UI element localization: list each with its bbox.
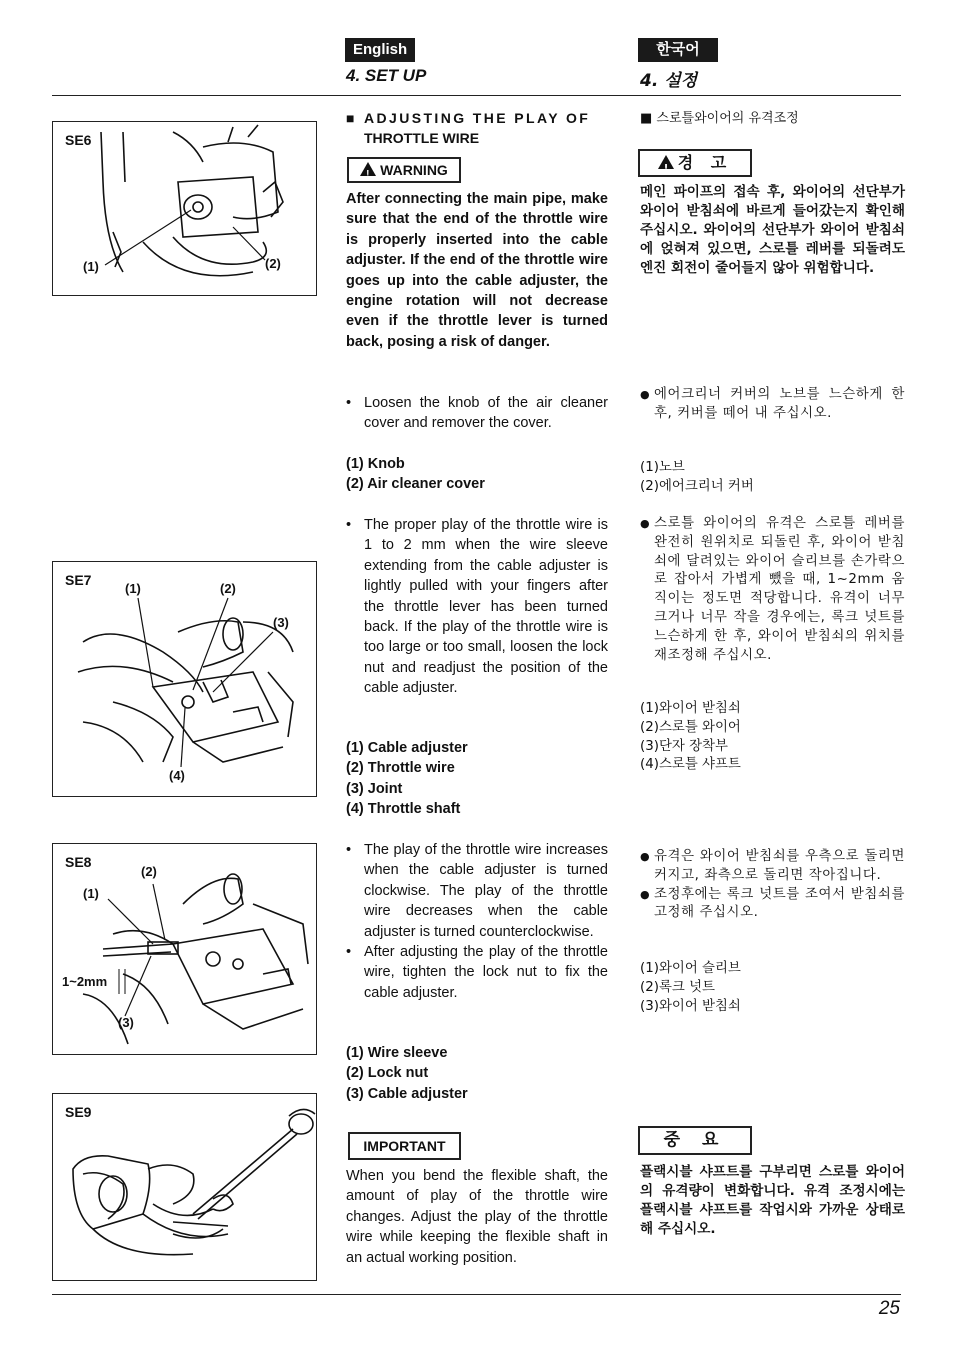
figure-callout: 1~2mm (62, 974, 108, 989)
part-label: (1) Cable adjuster (346, 740, 468, 756)
figure-callout: (1) (83, 259, 99, 274)
part-label: (4)스로틀 샤프트 (640, 757, 741, 773)
figure-se8 (52, 843, 317, 1055)
figure-label: SE6 (65, 132, 92, 148)
part-label: (2) Throttle wire (346, 760, 455, 777)
footer-rule (52, 1294, 901, 1295)
brushcutter-illustration (53, 1094, 316, 1280)
section-title-english: 4. SET UP (346, 66, 427, 85)
part-label: (2) Air cleaner cover (346, 476, 485, 493)
part-label: (2)에어크리너 커버 (640, 478, 754, 494)
important-box-korean: 중 요 (638, 1126, 752, 1155)
korean-parts-list-2 (640, 700, 905, 775)
warning-text-english: After connecting the main pipe, make sure that the end of the throttle wire is properly inserted into the cable adjuster. If the end of the throttle wire goes up into the cable adjuster, the engine rotation will not decrease even if the throttle lever is turned back, posing a risk of danger. (346, 191, 608, 350)
figure-callout: (2) (265, 256, 281, 271)
figure-label: SE7 (65, 572, 92, 588)
warning-box-english (347, 157, 461, 183)
important-box-english: IMPORTANT (348, 1132, 461, 1160)
parts-list-3 (346, 1043, 608, 1104)
english-heading (346, 108, 608, 148)
korean-step-3 (640, 848, 905, 923)
english-step-1 (346, 393, 608, 434)
warning-triangle-icon (658, 155, 674, 169)
figure-label: SE8 (65, 854, 92, 870)
warning-triangle-icon (360, 162, 376, 176)
important-text-english: When you bend the flexible shaft, the amount of play of the throttle wire changes. Adjust the play of the throttle wire while keeping the flexible shaft in an actual working position. (346, 1168, 608, 1266)
figure-se7 (52, 561, 317, 797)
figure-callout: (1) (125, 581, 141, 596)
figure-callout: (4) (169, 768, 185, 783)
part-label: (3)와이어 받침쇠 (640, 998, 741, 1014)
heading-line: ADJUSTING THE PLAY OF (364, 110, 591, 126)
korean-parts-list-3 (640, 960, 905, 1016)
bullet-text: ● 에어크리너 커버의 노브를 느슨하게 한 후, 커버를 떼어 내 주십시오. (640, 386, 905, 424)
korean-step-2 (640, 515, 905, 665)
part-label: (1) Knob (346, 456, 405, 472)
part-label: (1) Wire sleeve (346, 1045, 448, 1061)
figure-label: SE9 (65, 1104, 92, 1120)
bullet-text: ● 조정후에는 록크 넛트를 조여서 받침쇠를 고정해 주십시오. (640, 886, 905, 924)
important-text-korean: 플랙시블 샤프트를 구부리면 스로틀 와이어의 유격량이 변화합니다. 유격 조정시에는 플랙시블 샤프트를 작업시와 가까운 상태로 해 주십시오. (640, 1164, 905, 1237)
bullet-text: ● 스로틀 와이어의 유격은 스로틀 레버를 완전히 원위치로 되돌린 후, 와이어 받침쇠에 달려있는 와이어 슬리브를 손가락으로 잡아서 가볍게 뺐을 때, 1~2mm 움직이는 정도면 적당합니다. 유격이 너무 크거나 너무 작을 경우에는, 록크 넛트를 느슨하게 한 후, 와이어 받침쇠의 위치를 재조정해 주십시오. (640, 515, 905, 665)
bullet-text: • The proper play of the throttle wire is 1 to 2 mm when the wire sleeve extending from the cable adjuster is lightly pulled with your fingers after the throttle lever has been turned back. If the play of the throttle wire is too large or too small, loosen the lock nut and readjust the position of the cable adjuster. (346, 515, 608, 699)
part-label: (3) Joint (346, 780, 403, 797)
part-label: (1)노브 (640, 460, 685, 475)
part-label: (2)록크 넛트 (640, 979, 715, 995)
warning-label: 경 고 (677, 153, 733, 172)
korean-heading: ■ 스로틀와이어의 유격조정 (640, 111, 799, 126)
figure-callout: (3) (118, 1015, 134, 1030)
korean-step-1 (640, 386, 905, 424)
bullet-text: • Loosen the knob of the air cleaner cover and remover the cover. (346, 393, 608, 434)
warning-text-korean: 메인 파이프의 접속 후, 와이어의 선단부가 와이어 받침쇠에 바르게 들어갔는지 확인해 주십시오. 와이어의 선단부가 와이어 받침쇠에 얹혀져 있으면, 스로틀 레버를 되돌려도 엔진 회전이 줄어들지 않아 위험합니다. (640, 184, 905, 276)
parts-list-2 (346, 738, 608, 820)
figure-callout: (1) (83, 886, 99, 901)
part-label: (2)스로틀 와이어 (640, 719, 741, 735)
part-label: (4) Throttle shaft (346, 801, 461, 818)
parts-list-1 (346, 454, 608, 495)
language-tag-korean: 한국어 (638, 38, 718, 62)
heading-line: THROTTLE WIRE (364, 130, 480, 146)
page-number: 25 (878, 1298, 900, 1319)
language-tag-english: English (345, 38, 415, 62)
figure-se9 (52, 1093, 317, 1281)
warning-box-korean (638, 149, 752, 177)
english-step-2 (346, 515, 608, 699)
header-rule (52, 95, 901, 96)
figure-callout: (2) (141, 864, 157, 879)
section-title-korean: 4. 설정 (640, 71, 698, 91)
english-step-3 (346, 840, 608, 1003)
korean-parts-list-1 (640, 459, 905, 497)
wire-sleeve-illustration (53, 844, 316, 1054)
figure-callout: (3) (273, 615, 289, 630)
square-bullet-icon: ■ (346, 110, 355, 126)
figure-se6 (52, 121, 317, 296)
part-label: (3)단자 장착부 (640, 738, 728, 754)
bullet-text: • After adjusting the play of the throttle wire, tighten the lock nut to fix the cable adjuster. (346, 942, 608, 1003)
bullet-text: ● 유격은 와이어 받침쇠를 우측으로 돌리면 커지고, 좌측으로 돌리면 작아집니다. (640, 848, 905, 886)
part-label: (1)와이어 슬리브 (640, 961, 741, 976)
part-label: (1)와이어 받침쇠 (640, 701, 741, 716)
cable-adjuster-illustration (53, 562, 316, 796)
part-label: (3) Cable adjuster (346, 1085, 468, 1102)
figure-callout: (2) (220, 581, 236, 596)
part-label: (2) Lock nut (346, 1065, 429, 1082)
warning-label: WARNING (380, 162, 448, 178)
bullet-text: • The play of the throttle wire increases when the cable adjuster is turned clockwise. The play of the throttle wire decreases when the cable adjuster is turned counterclockwise. (346, 840, 608, 942)
